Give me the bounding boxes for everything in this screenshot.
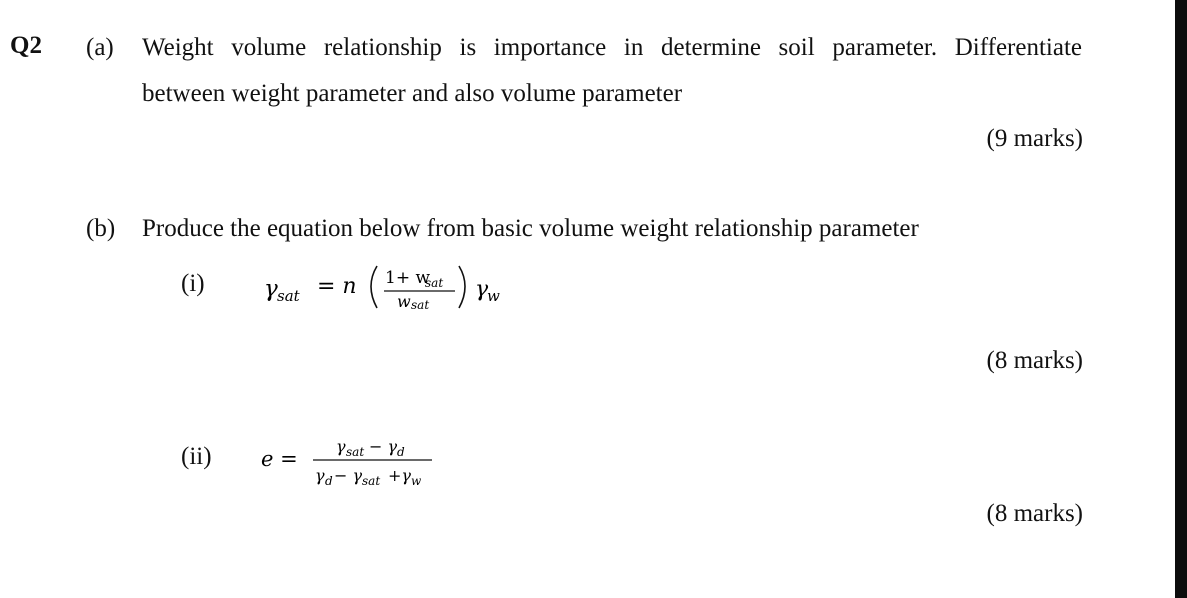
equation-ii: [258, 432, 458, 492]
part-a-text-line1: Weight volume relationship is importance in determine soil parameter. Differentiate: [142, 34, 1082, 61]
eq-i-lhs-sub: sat: [277, 287, 300, 305]
eq-ii-den-op2: +γ: [388, 466, 411, 485]
eq-ii-den-op1: − γ: [334, 466, 363, 485]
eq-ii-lhs: e =: [261, 447, 298, 471]
eq-i-right-paren: [459, 266, 465, 308]
eq-i-rhs: γ: [475, 277, 489, 302]
part-b-label: (b): [86, 215, 116, 242]
equation-i: [262, 258, 522, 318]
eq-ii-den-c-sub: w: [411, 474, 422, 488]
sub-question-i-marks: (8 marks): [986, 347, 1083, 374]
part-b-text: Produce the equation below from basic volume weight relationship parameter: [142, 215, 919, 242]
eq-ii-num-gamma: γ: [336, 437, 346, 456]
eq-i-rhs-sub: w: [487, 287, 500, 305]
sub-question-ii-marks: (8 marks): [986, 500, 1083, 527]
eq-ii-num-gamma-sub: sat: [346, 445, 365, 459]
eq-i-numerator: 1+ w: [385, 268, 431, 288]
eq-ii-den-gamma: γ: [315, 466, 325, 485]
question-number: Q2: [10, 32, 42, 59]
eq-ii-num-op: − γ: [369, 437, 398, 456]
sub-question-i-label: (i): [181, 270, 205, 297]
eq-ii-den-gamma-sub: d: [325, 474, 333, 488]
part-a-marks: (9 marks): [986, 125, 1083, 152]
eq-i-numerator-sub: sat: [425, 276, 444, 290]
part-a-label: (a): [86, 34, 114, 61]
eq-i-lhs: γ: [264, 276, 278, 302]
eq-ii-num-b-sub: d: [397, 445, 405, 459]
eq-i-left-paren: [371, 266, 377, 308]
eq-i-denominator: w: [397, 292, 411, 311]
eq-i-equals: = n: [317, 274, 357, 299]
eq-ii-den-b-sub: sat: [362, 474, 381, 488]
eq-i-denominator-sub: sat: [411, 298, 430, 312]
sub-question-ii-label: (ii): [181, 443, 212, 470]
right-edge-bar: [1175, 0, 1187, 598]
part-a-text-line2: between weight parameter and also volume parameter: [142, 80, 683, 107]
